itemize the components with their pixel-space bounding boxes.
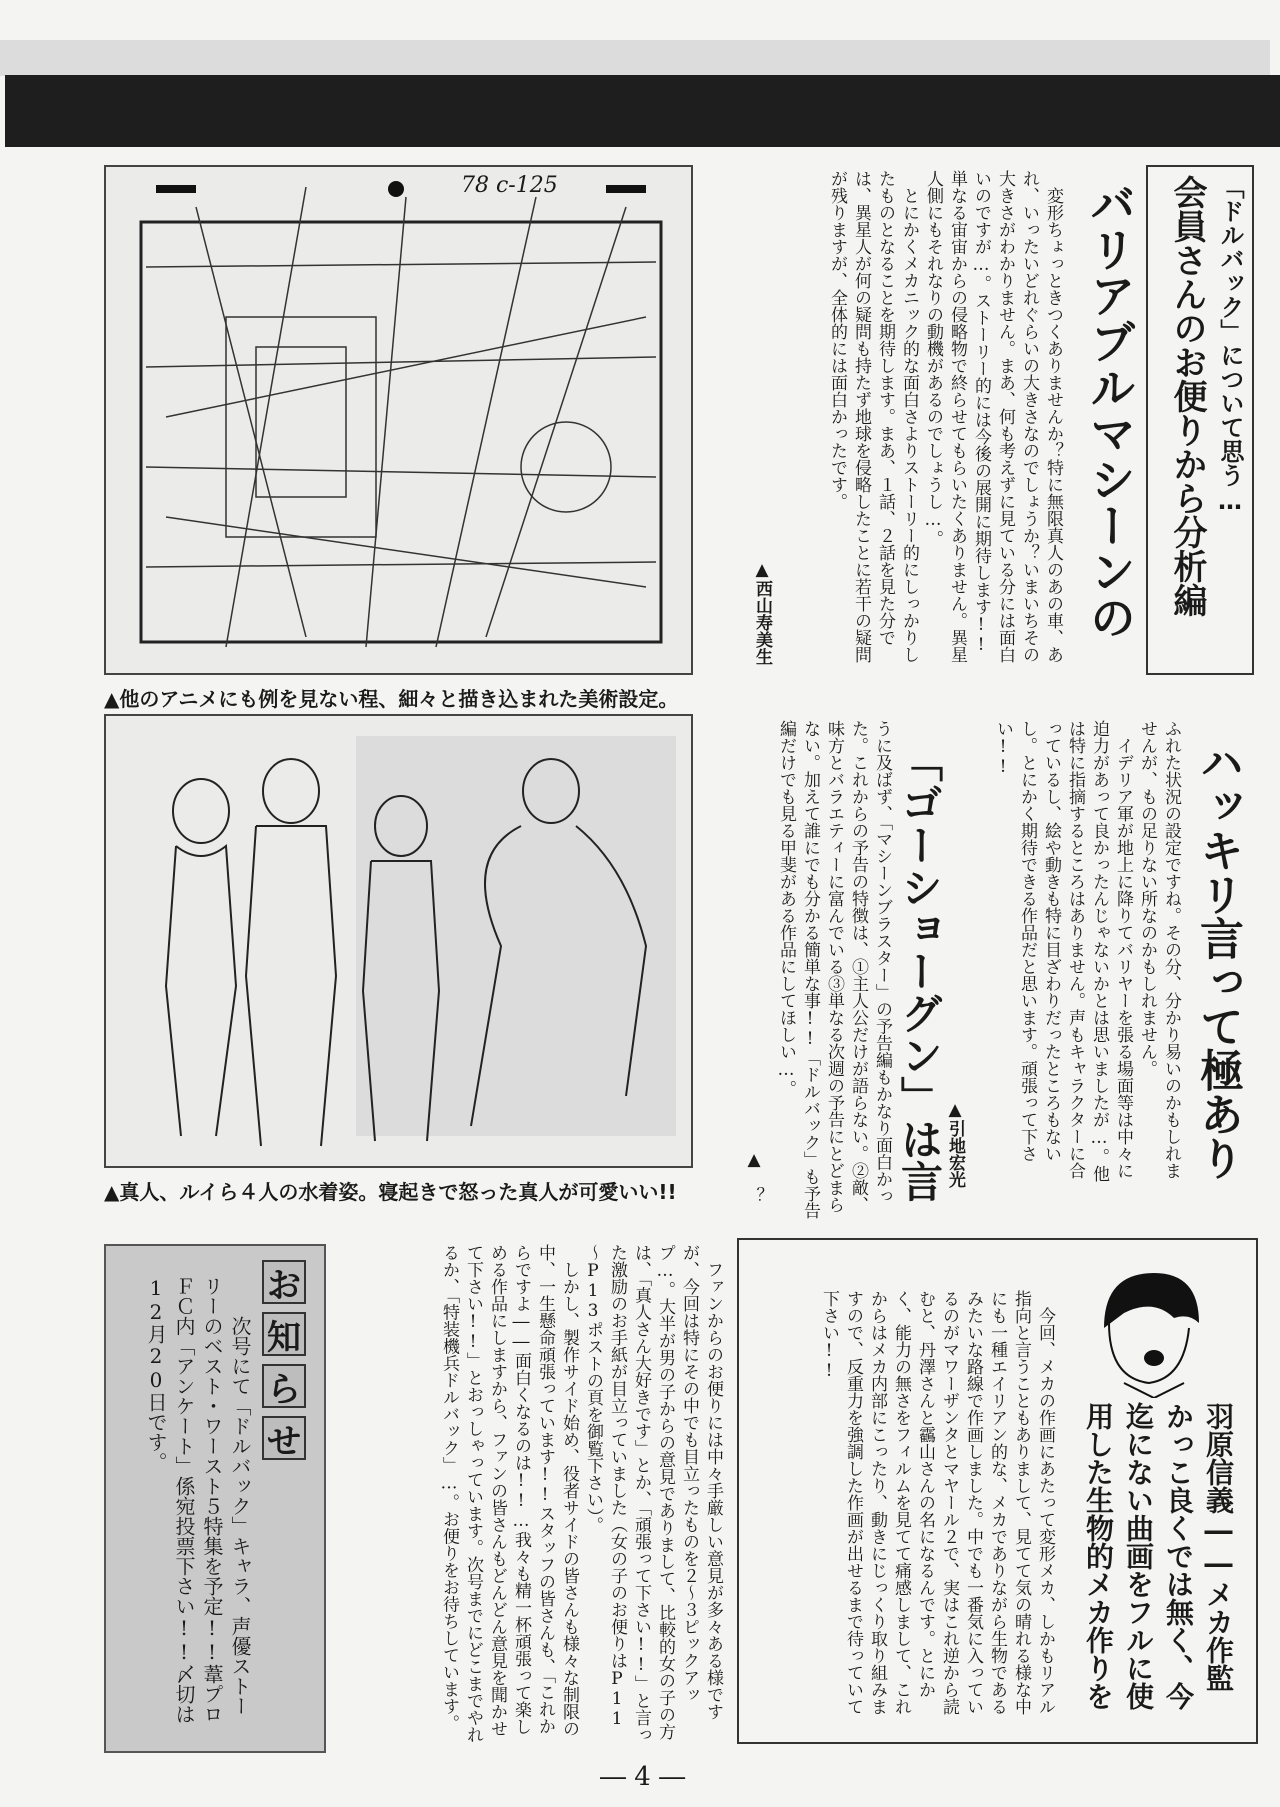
art-setting-image xyxy=(104,165,693,675)
editorial-body xyxy=(340,1244,725,1744)
page-number: ― 4 ― xyxy=(600,1762,686,1792)
interview-headline xyxy=(1074,1402,1238,1732)
interview-body: 今回、メカの作画にあたって変形メカ、しかもリアル指向と言うこともありまして、見てて気の晴れる様な中にも一種エイリアン的な、メカでありながら生物であるみたいな路線で作画しました。中でも一番気に入っているのがマワーザンタとマヤール２で、実はこれ逆から読むと、丹澤さんと靏山さんの名になるんです。とにかく、能力の無さをフィルムを見てて痛感しまして、これからはメカ内部にこったり、動きにじっくり取り組みますので、反重力を強調した作画が出せるまで待っていて下さい!! xyxy=(819,1290,1055,1715)
editorial-paragraph: しかし、製作サイド始め、役者サイドの皆さんも様々な制限の中、一生懸命頑張っています!!スタッフの皆さんも、「これからですよ――面白くなるのは!!…我々も精一杯頑張って楽しめる作品にしますから、ファンの皆さんもどんどん意見を聞かせて下さい!!」とおっしゃっています。次号までにどこまでやれるか、「特装機兵ドルバック」…。お便りをお待ちしています。 xyxy=(439,1244,579,1743)
article3-paragraph: うに及ばず、「マシーンブラスター」の予告編もかなり面白かった。これからの予告の特徴は、①主人公だけが語らない。②敵、味方とバラエティーに富んでいる③単なる次週の予告にとどまらない。加えて誰にでも分かる簡単な事!!「ドルバック」も予告編だけでも見る甲斐がある作品にしてほしい…。 xyxy=(776,720,892,1219)
notice-heading xyxy=(262,1260,306,1468)
article1-title: バリアブルマシーンの xyxy=(1083,180,1137,640)
image1-caption: ▲他のアニメにも例を見ない程、細々と描き込まれた美術設定。 xyxy=(104,687,679,711)
article1-heading-box xyxy=(1146,165,1254,675)
article2-paragraph: ふれた状況の設定ですね。その分、分かり易いのかもしれませんが、もの足りない所なのかもしれません。 xyxy=(1137,720,1181,1179)
article3-author: ▲ ？ xyxy=(744,1150,764,1204)
swimsuit-characters-image xyxy=(104,714,693,1168)
notice-heading-char: 知 xyxy=(262,1312,306,1356)
article2-paragraph: イデリア軍が地上に降りてバリヤーを張る場面等は中々に迫力があって良かったんじゃないかとは思いましたが…。他は特に指摘するところはありません。声もキャラクターに合っているし、絵や動きも特に目ざわりだったところもないし。とにかく期待できる作品だと思います。頑張って下さい!! xyxy=(993,720,1133,1182)
notice-box xyxy=(104,1244,326,1753)
editorial-paragraph: ファンからのお便りには中々手厳しい意見が多々ある様ですが、今回は特にその中でも目立ったものを２～３ピックアップ…。大半が男の子からの意見でありまして、比較的女の子の方は、「真人さん大好きです」とか、「頑張って下さい!!」と言った激励のお手紙が目立っていました（女の子のお便りはP11～P13ポストの頁を御覧下さい）。 xyxy=(583,1244,723,1743)
portrait-illustration xyxy=(1084,1268,1204,1398)
interview-box xyxy=(737,1238,1258,1744)
interview-headline-line: 羽原信義――メカ作監 xyxy=(1202,1402,1235,1692)
mecha-sketch-drawing xyxy=(106,167,691,673)
article3-title: 「ゴーショーグン」は言 xyxy=(895,740,944,1202)
sketch-note: 78 c-125 xyxy=(461,173,558,198)
article1-kicker: 「ドルバック」について思う… xyxy=(1216,175,1244,515)
article3-body xyxy=(768,720,894,1220)
article1-paragraph: 変形ちょっときつくありませんか？特に無限真人のあの車、あれ、いったいどれぐらいの大きさなのでしょうか？いまいちその大きさがわかりません。まあ、何も考えずに見ている分には面白いのですが…。ストーリー的には今後の展開に期待します!!単なる宙宙からの侵略物で終らせてもらいたくありません。異星人側にもそれなりの動機があるのでしょうし…。 xyxy=(923,170,1063,663)
image2-caption: ▲真人、ルイら４人の水着姿。寝起きで怒った真人が可愛いい!! xyxy=(104,1180,677,1204)
article1-subhead: 会員さんのお便りから分析編 xyxy=(1167,175,1207,617)
notice-heading-char: せ xyxy=(262,1416,306,1460)
article2-body xyxy=(968,720,1183,1190)
header-gray-band xyxy=(0,40,1270,76)
interview-headline-line: 用した生物的メカ作りを xyxy=(1082,1402,1115,1710)
article1-author: ▲西山寿美生 xyxy=(752,560,772,665)
notice-heading-char: ら xyxy=(262,1364,306,1408)
article1-body xyxy=(775,170,1065,670)
article2-title: ハッキリ言って極あり xyxy=(1192,740,1243,1180)
character-sketch-drawing xyxy=(106,716,691,1166)
interview-headline-line: 迄にない曲画をフルに使 xyxy=(1122,1402,1155,1710)
header-black-bar xyxy=(5,75,1280,147)
article1-paragraph: とにかくメカニック的な面白さよりストーリー的にしっかりしたものとなることを期待します。まあ、１話、２話を見た分では、異星人が何の疑問も持たず地球を侵略したことに若干の疑問が残りますが、全体的には面白かったです。 xyxy=(827,170,919,663)
notice-heading-char: お xyxy=(262,1260,306,1304)
article2-author: ▲引地宏光 xyxy=(945,1100,965,1188)
notice-text: 次号にて「ドルバック」キャラ、声優ストーリーのベスト・ワースト５特集を予定!!葦プロＦＣ内「アンケート」係宛投票下さい!!〆切は12月20日です。 xyxy=(144,1276,252,1724)
interview-headline-line: かっこ良くでは無く、今 xyxy=(1162,1402,1195,1710)
